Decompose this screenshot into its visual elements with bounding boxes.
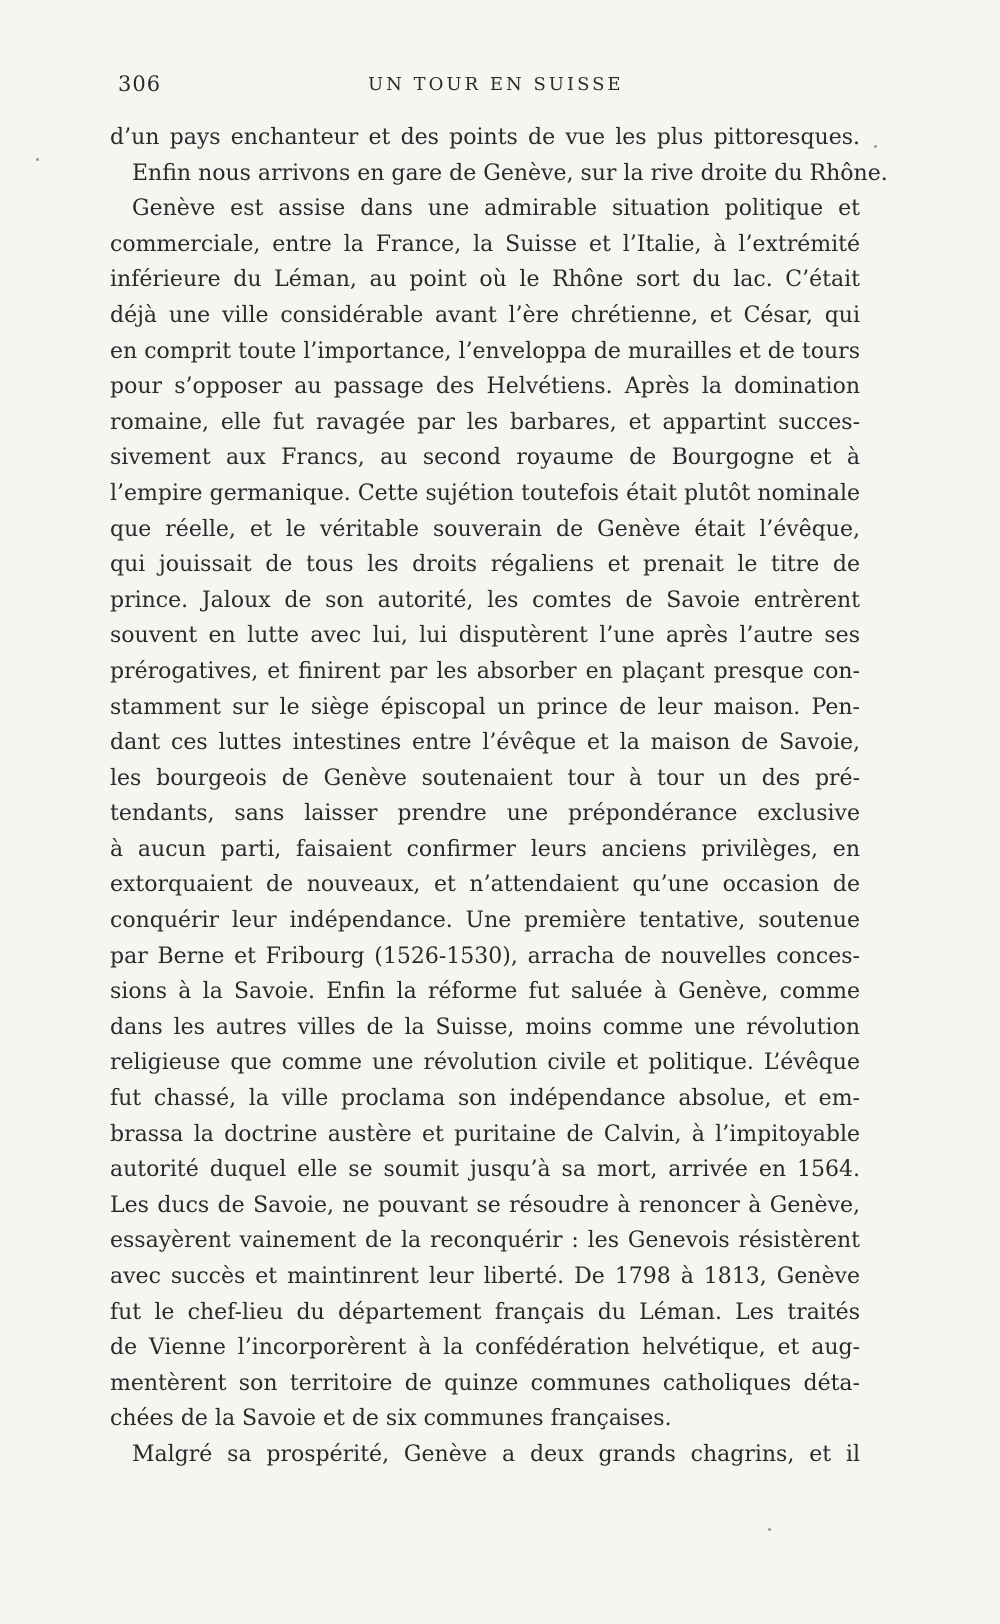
- text-line: qui jouissait de tous les droits régaliens et prenait le titre de: [110, 552, 860, 578]
- paper-speck: [36, 158, 39, 161]
- body-text: [110, 120, 888, 1473]
- text-line: avec succès et maintinrent leur liberté. De 1798 à 1813, Genève: [110, 1264, 860, 1289]
- text-line: fut le chef-lieu du département français du Léman. Les traités: [110, 1299, 860, 1325]
- text-line: d’un pays enchanteur et des points de vue les plus pittoresques.: [110, 125, 860, 150]
- text-line: religieuse que comme une révolution civile et politique. L’évêque: [110, 1050, 860, 1076]
- text-line: en comprit toute l’importance, l’enveloppa de murailles et de tours: [110, 338, 860, 364]
- text-line: mentèrent son territoire de quinze communes catholiques déta-: [110, 1370, 860, 1396]
- text-line: Enfin nous arrivons en gare de Genève, sur la rive droite du Rhône.: [132, 160, 888, 186]
- text-line: par Berne et Fribourg (1526-1530), arracha de nouvelles conces-: [110, 943, 860, 969]
- text-line: commerciale, entre la France, la Suisse et l’Italie, à l’extrémité: [110, 231, 860, 257]
- text-line: de Vienne l’incorporèrent à la confédération helvétique, et aug-: [110, 1335, 860, 1361]
- text-line: sions à la Savoie. Enfin la réforme fut saluée à Genève, comme: [110, 979, 860, 1005]
- page-header: [118, 72, 858, 112]
- text-line: chées de la Savoie et de six communes françaises.: [110, 1406, 672, 1432]
- running-title: UN TOUR EN SUISSE: [368, 74, 624, 95]
- text-line: l’empire germanique. Cette sujétion toutefois était plutôt nominale: [110, 480, 860, 506]
- text-line: à aucun parti, faisaient confirmer leurs anciens privilèges, en: [110, 836, 860, 862]
- text-line: autorité duquel elle se soumit jusqu’à sa mort, arrivée en 1564.: [110, 1157, 860, 1183]
- text-line: Les ducs de Savoie, ne pouvant se résoudre à renoncer à Genève,: [110, 1192, 860, 1218]
- text-line: dant ces luttes intestines entre l’évêque et la maison de Savoie,: [110, 730, 860, 756]
- text-line: déjà une ville considérable avant l’ère chrétienne, et César, qui: [110, 302, 860, 328]
- text-line: romaine, elle fut ravagée par les barbares, et appartint succes-: [110, 409, 860, 435]
- text-line: souvent en lutte avec lui, lui disputèrent l’une après l’autre ses: [110, 623, 860, 649]
- text-line: brassa la doctrine austère et puritaine de Calvin, à l’impitoyable: [110, 1121, 860, 1147]
- text-line: tendants, sans laisser prendre une prépondérance exclusive: [110, 801, 860, 827]
- text-line: inférieure du Léman, au point où le Rhône sort du lac. C’était: [110, 267, 860, 293]
- text-line: que réelle, et le véritable souverain de Genève était l’évêque,: [110, 516, 860, 542]
- text-line: dans les autres villes de la Suisse, moins comme une révolution: [110, 1014, 860, 1040]
- text-line: conquérir leur indépendance. Une première tentative, soutenue: [110, 908, 860, 934]
- text-line: Malgré sa prospérité, Genève a deux grands chagrins, et il: [132, 1441, 860, 1467]
- page-number: 306: [118, 72, 162, 96]
- text-line: Genève est assise dans une admirable situation politique et: [132, 196, 860, 222]
- text-line: les bourgeois de Genève soutenaient tour à tour un des pré-: [110, 765, 860, 791]
- text-line: prérogatives, et finirent par les absorber en plaçant presque con-: [110, 658, 860, 684]
- text-line: extorquaient de nouveaux, et n’attendaient qu’une occasion de: [110, 872, 860, 898]
- paper-speck: [874, 145, 877, 148]
- text-line: stamment sur le siège épiscopal un prince de leur maison. Pen-: [110, 694, 860, 720]
- text-line: prince. Jaloux de son autorité, les comtes de Savoie entrèrent: [110, 587, 860, 613]
- paper-speck: [768, 1528, 771, 1531]
- text-line: sivement aux Francs, au second royaume de Bourgogne et à: [110, 445, 860, 471]
- text-line: fut chassé, la ville proclama son indépendance absolue, et em-: [110, 1086, 860, 1112]
- text-line: pour s’opposer au passage des Helvétiens. Après la domination: [110, 374, 860, 400]
- text-line: essayèrent vainement de la reconquérir : les Genevois résistèrent: [110, 1228, 860, 1254]
